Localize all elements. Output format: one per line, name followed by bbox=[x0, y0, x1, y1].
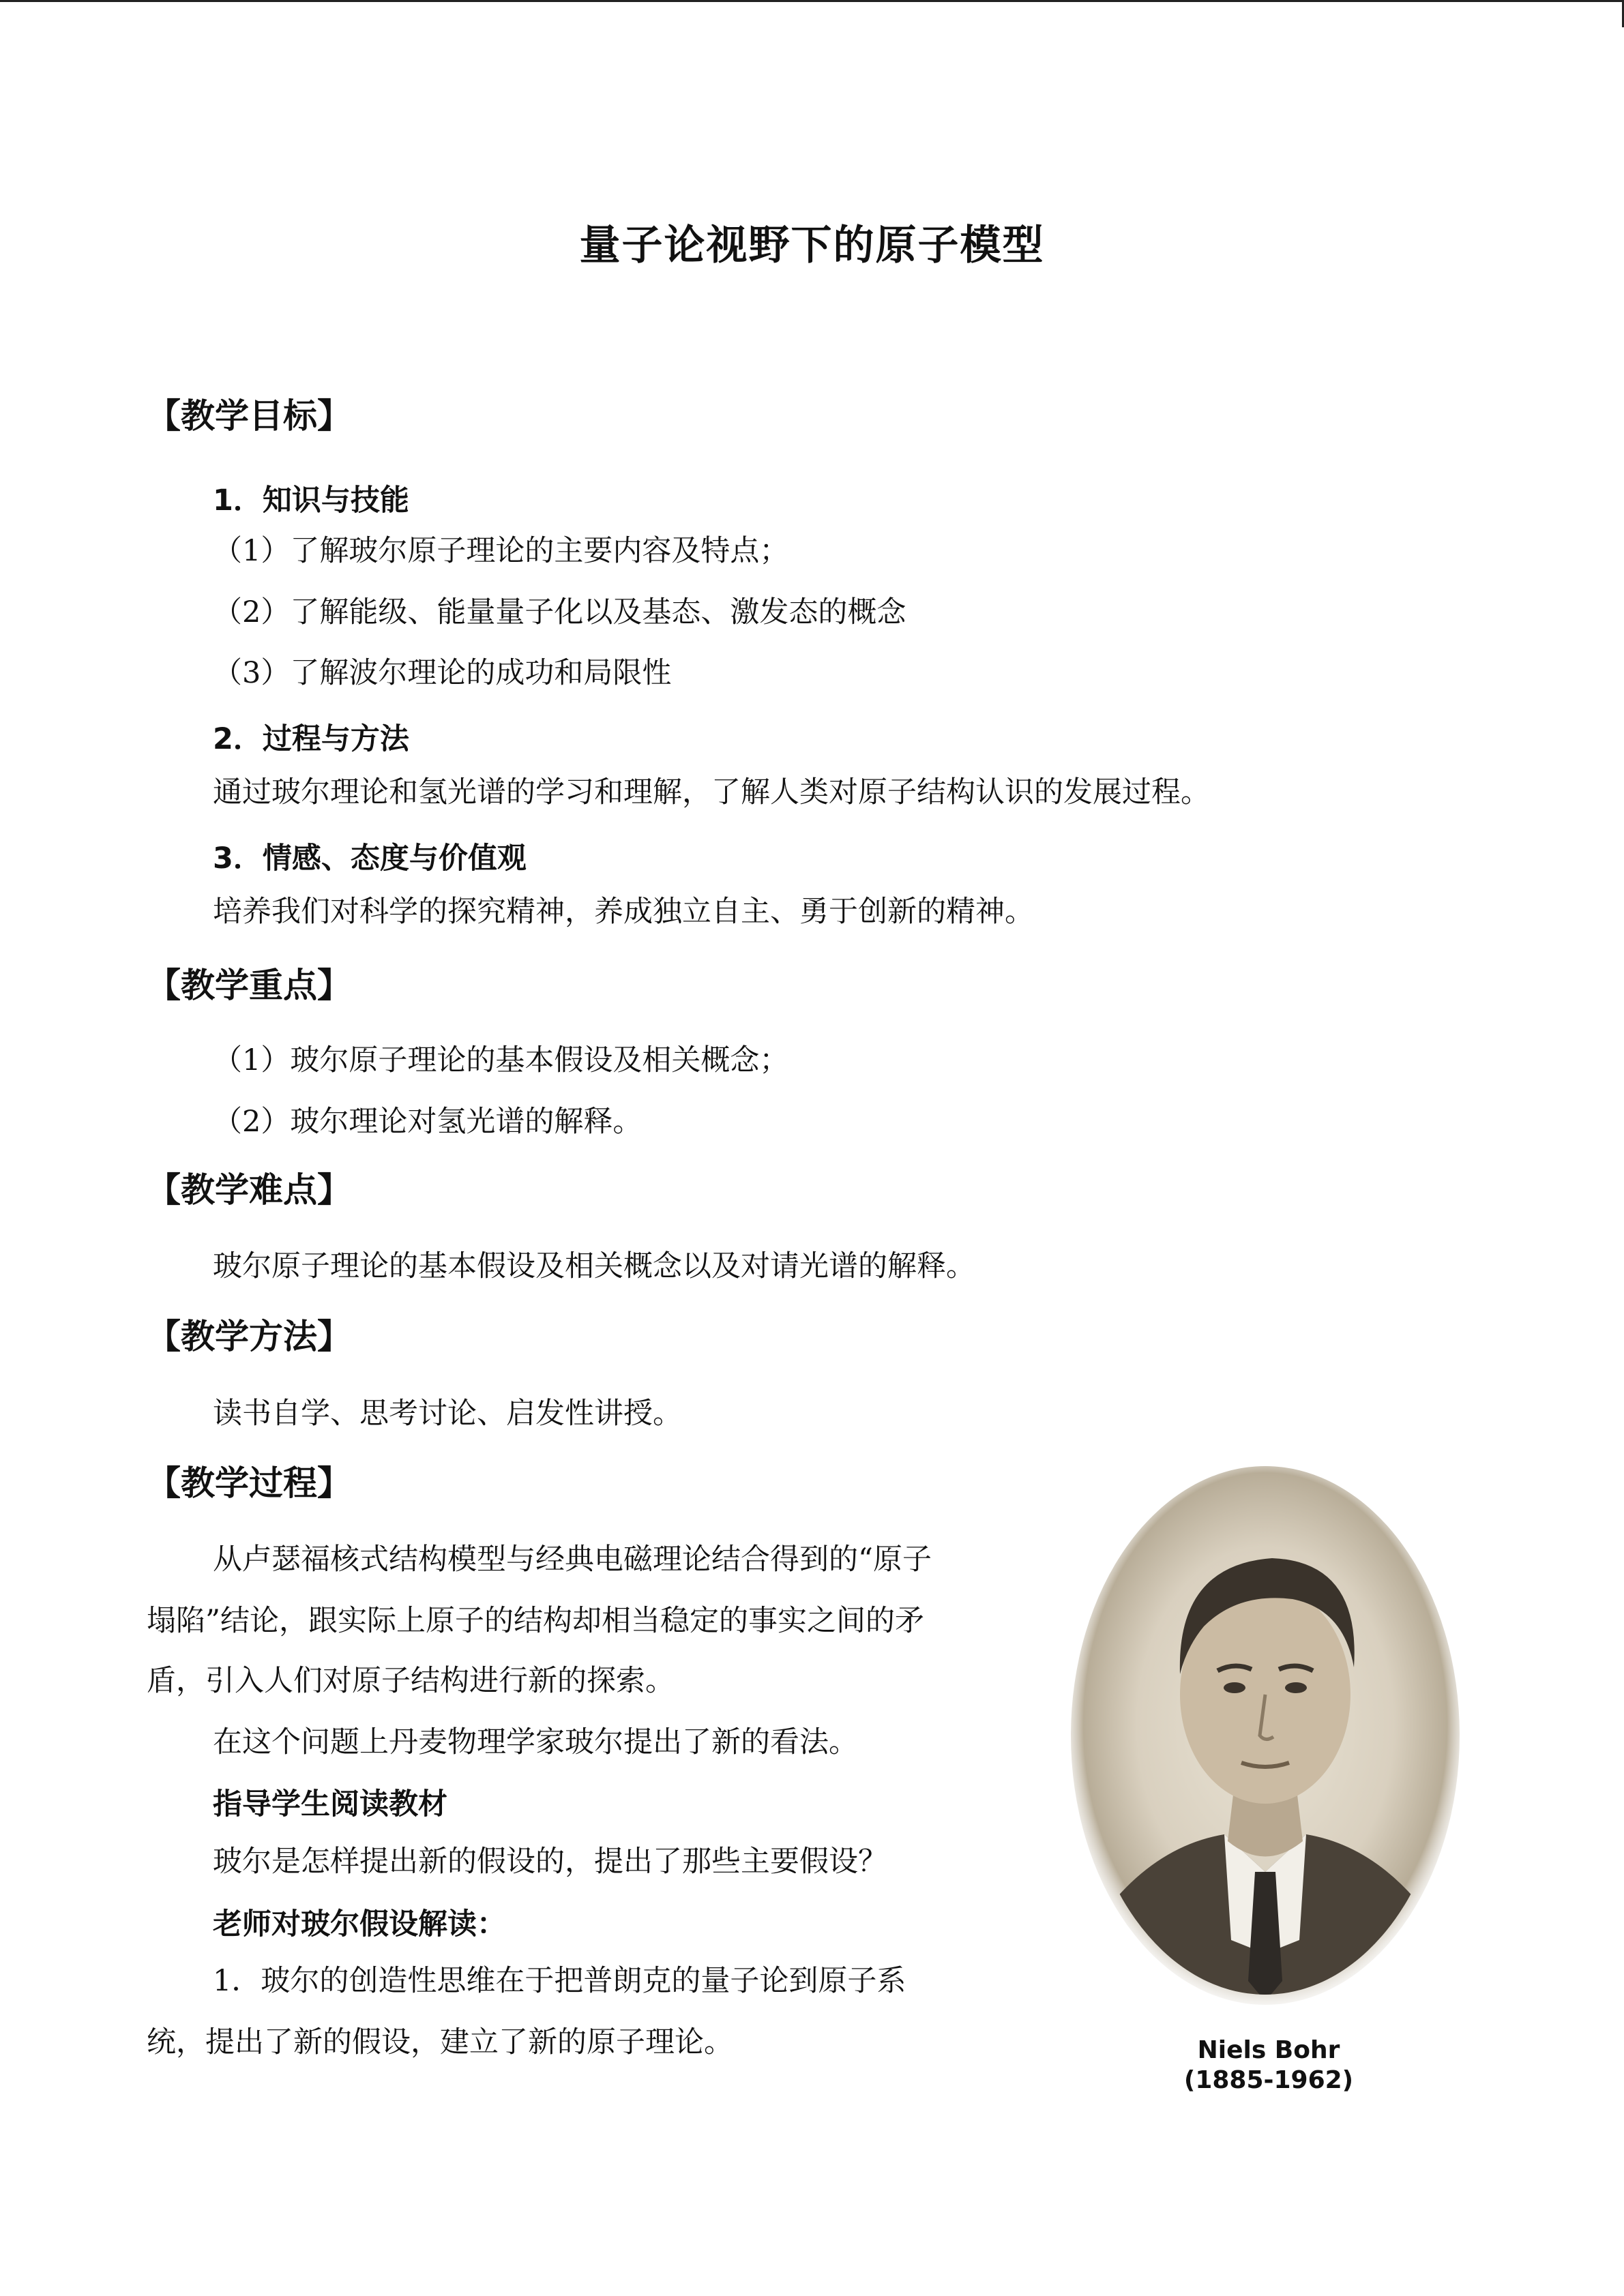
difficulties-heading: 【教学难点】 bbox=[147, 1170, 351, 1210]
process-paragraph-line-2: 塌陷”结论，跟实际上原子的结构却相当稳定的事实之间的矛 bbox=[147, 1604, 924, 1638]
question-text: 玻尔是怎样提出新的假设的，提出了那些主要假设？ bbox=[213, 1845, 887, 1879]
process-bohr-intro: 在这个问题上丹麦物理学家玻尔提出了新的看法。 bbox=[213, 1725, 858, 1759]
attitude-values-heading: 3．情感、态度与价值观 bbox=[213, 841, 527, 876]
process-method-heading: 2．过程与方法 bbox=[213, 722, 409, 756]
process-method-text: 通过玻尔理论和氢光谱的学习和理解，了解人类对原子结构认识的发展过程。 bbox=[213, 775, 1210, 809]
guide-reading-heading: 指导学生阅读教材 bbox=[213, 1787, 447, 1821]
goals-heading: 【教学目标】 bbox=[147, 396, 351, 436]
teacher-interpretation-heading: 老师对玻尔假设解读： bbox=[213, 1907, 506, 1941]
top-border bbox=[0, 0, 1624, 2]
process-paragraph-line-1: 从卢瑟福核式结构模型与经典电磁理论结合得到的“原子 bbox=[213, 1542, 932, 1577]
key-point-item-1: （1）玻尔原子理论的基本假设及相关概念； bbox=[213, 1043, 789, 1077]
interpretation-line-2: 统，提出了新的假设，建立了新的原子理论。 bbox=[147, 2025, 733, 2059]
process-heading: 【教学过程】 bbox=[147, 1463, 351, 1503]
knowledge-skills-heading: 1．知识与技能 bbox=[213, 483, 409, 518]
portrait-caption bbox=[1160, 2036, 1378, 2096]
methods-text: 读书自学、思考讨论、启发性讲授。 bbox=[213, 1397, 682, 1431]
attitude-values-text: 培养我们对科学的探究精神，养成独立自主、勇于创新的精神。 bbox=[213, 895, 1034, 929]
portrait-caption-years: (1885-1962) bbox=[1183, 2066, 1354, 2094]
portrait-caption-name: Niels Bohr bbox=[1197, 2036, 1340, 2064]
difficulties-text: 玻尔原子理论的基本假设及相关概念以及对请光谱的解释。 bbox=[213, 1249, 975, 1283]
interpretation-line-1: 1．玻尔的创造性思维在于把普朗克的量子论到原子系 bbox=[213, 1964, 906, 1998]
key-points-heading: 【教学重点】 bbox=[147, 966, 351, 1005]
page-title: 量子论视野下的原子模型 bbox=[579, 222, 1045, 269]
goal-item-1: （1）了解玻尔原子理论的主要内容及特点； bbox=[213, 534, 789, 568]
methods-heading: 【教学方法】 bbox=[147, 1317, 351, 1356]
goal-item-2: （2）了解能级、能量量子化以及基态、激发态的概念 bbox=[213, 595, 906, 629]
niels-bohr-portrait bbox=[1067, 1463, 1463, 2008]
process-paragraph-line-3: 盾，引入人们对原子结构进行新的探索。 bbox=[147, 1664, 675, 1698]
goal-item-3: （3）了解波尔理论的成功和局限性 bbox=[213, 656, 672, 690]
key-point-item-2: （2）玻尔理论对氢光谱的解释。 bbox=[213, 1105, 643, 1139]
